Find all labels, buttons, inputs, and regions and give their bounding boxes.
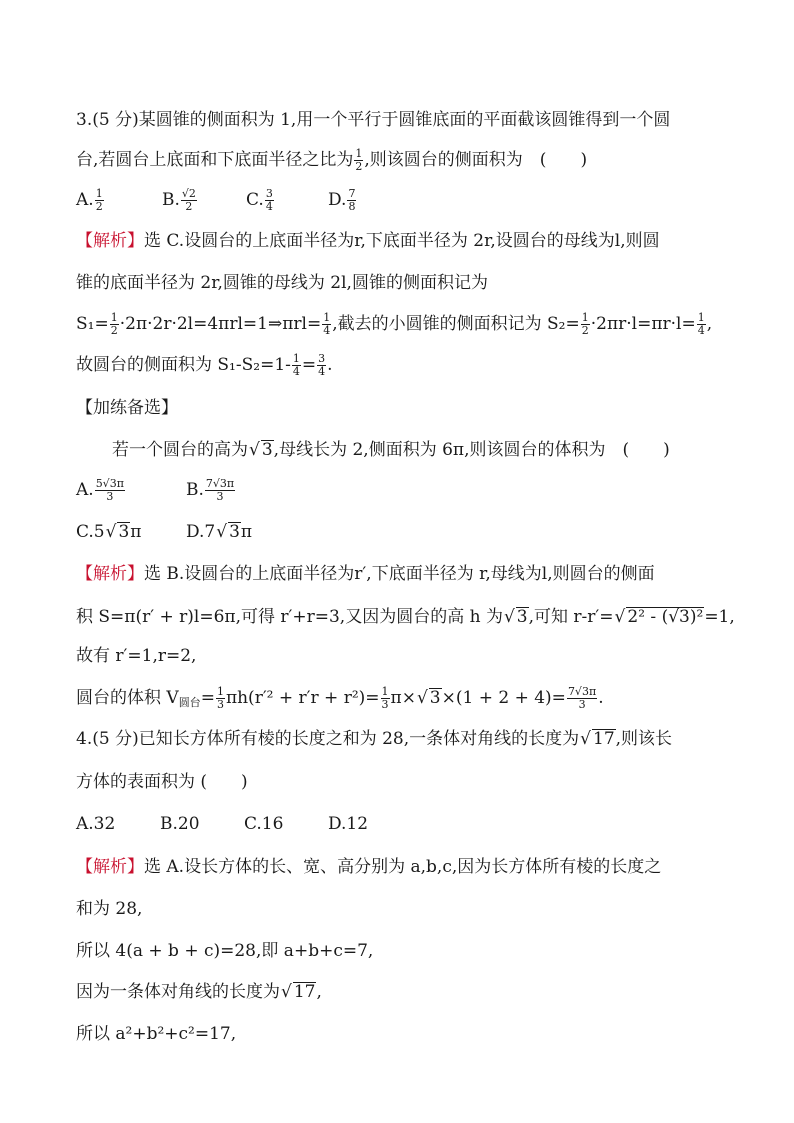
extra-analysis-line-1: 【解析】选 B.设圆台的上底面半径为r′,下底面半径为 r,母线为l,则圆台的侧面 [76, 564, 655, 584]
q3-option-d: D. $\frac{7}{8}$ [328, 187, 356, 213]
extra-option-d: D.7√ 3π [186, 522, 253, 542]
q3-option-a: A. $\frac{1}{2}$ [76, 187, 103, 213]
q4-analysis-line-1: 【解析】选 A.设长方体的长、宽、高分别为 a,b,c,因为长方体所有棱的长度之 [76, 857, 662, 877]
extra-option-c: C.5√ 3π [76, 522, 142, 542]
extra-stem: 若一个圆台的高为√ 3,母线长为 2,侧面积为 6π,则该圆台的体积为 ( ) [112, 440, 670, 460]
extra-analysis-line-4: 圆台的体积 $V_{圆台}=$ $\frac{1}{3}$ πh(r′² + r′r + r²)= $\frac{1}{3}$ π×√ 3×(1 + 2 + 4)= $\frac{7√3\pi}{3}$ . [76, 685, 604, 711]
analysis-label: 【解析】 [76, 857, 144, 877]
q3-options [76, 188, 357, 213]
q3-stem-line-2: 台,若圆台上底面和下底面半径之比为 $\frac{1}{2}$ ,则该圆台的侧面积为 ( ) [76, 147, 588, 173]
fraction: $\frac{1}{2}$ [355, 147, 363, 173]
q3-option-c: C. $\frac{3}{4}$ [246, 187, 273, 213]
q3-option-b: B. $\frac{√2}{2}$ [162, 187, 196, 213]
extra-analysis-line-3: 故有 r′=1,r=2, [76, 646, 197, 666]
q4-analysis-line-2: 和为 28, [76, 899, 143, 919]
q3-analysis-line-4: 故圆台的侧面积为 S₁-S₂=1- $\frac{1}{4}$ = $\frac{3}{4}$ . [76, 352, 333, 378]
q3-analysis-line-1: 【解析】选 C.设圆台的上底面半径为r,下底面半径为 2r,设圆台的母线为l,则圆 [76, 231, 660, 251]
q4-option-b: B.20 [160, 814, 200, 834]
extra-option-b: B. $\frac{7√3\pi}{3}$ [186, 477, 235, 503]
q4-options [76, 812, 368, 836]
extra-options-row-1 [76, 478, 236, 503]
q4-option-a: A.32 [76, 814, 116, 834]
q4-option-c: C.16 [244, 814, 284, 834]
q4-analysis-line-5: 所以 a²+b²+c²=17, [76, 1024, 237, 1044]
q4-analysis-line-3: 所以 4(a + b + c)=28,即 a+b+c=7, [76, 941, 374, 961]
analysis-label: 【解析】 [76, 564, 144, 584]
q4-stem-line-2: 方体的表面积为 ( ) [76, 772, 248, 792]
extra-options-row-2 [76, 520, 252, 544]
extra-practice-label: 【加练备选】 [76, 398, 178, 418]
extra-analysis-line-2: 积 S=π(r′ + r)l=6π,可得 r′+r=3,又因为圆台的高 h 为√ 3,可知 r-r′=√ 2² - (√3)²=1, [76, 607, 735, 627]
q4-stem-line-1: 4.(5 分)已知长方体所有棱的长度之和为 28,一条体对角线的长度为√ 17,则该长 [76, 729, 673, 749]
q3-stem-line-1: 3.(5 分)某圆锥的侧面积为 1,用一个平行于圆锥底面的平面截该圆锥得到一个圆 [76, 110, 671, 130]
q4-option-d: D.12 [328, 814, 369, 834]
analysis-label: 【解析】 [76, 231, 144, 251]
q3-analysis-line-3: S₁= $\frac{1}{2}$ ·2π·2r·2l=4πrl=1⇒πrl= $\frac{1}{4}$ ,截去的小圆锥的侧面积记为 S₂= $\frac{1}{2}$ ·2πr·l=πr·l= $\frac{1}{4}$ , [76, 311, 713, 337]
q4-analysis-line-4: 因为一条体对角线的长度为√ 17, [76, 982, 322, 1002]
extra-option-a: A. $\frac{5√3\pi}{3}$ [76, 477, 124, 503]
q3-analysis-line-2: 锥的底面半径为 2r,圆锥的母线为 2l,圆锥的侧面积记为 [76, 273, 488, 293]
